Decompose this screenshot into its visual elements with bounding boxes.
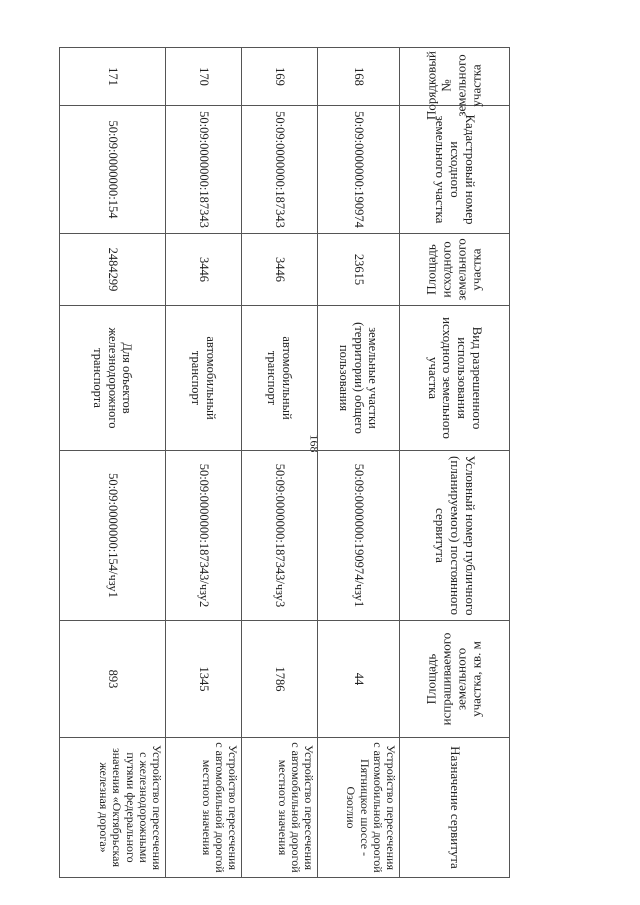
cell-permitted-use: автомобильный транспорт <box>166 306 242 451</box>
cell-row-no: 171 <box>60 48 166 106</box>
header-permitted-use: Вид разрешенного использования исходного земельного участка <box>400 306 510 451</box>
cell-area-source: 2484299 <box>60 234 166 306</box>
table-header-row <box>400 48 510 878</box>
header-area-encumbered: Площадь испрашиваемого земельного участка, кв. м <box>400 621 510 738</box>
cell-area-encumbered: 1786 <box>242 621 318 738</box>
cell-permitted-use: земельные участки (территории) общего пользования <box>318 306 400 451</box>
cell-area-source: 23615 <box>318 234 400 306</box>
header-cadastral: Кадастровый номер исходного земельного участка <box>400 106 510 234</box>
cell-purpose: Устройство пересечения с автомобильной дорогой местного значения <box>242 738 318 878</box>
header-purpose: Назначение сервитута <box>400 738 510 878</box>
cell-conditional-no: 50:09:0000000:154/чзу1 <box>60 451 166 621</box>
cell-area-source: 3446 <box>166 234 242 306</box>
cell-area-source: 3446 <box>242 234 318 306</box>
cell-area-encumbered: 893 <box>60 621 166 738</box>
cell-cadastral: 50:09:0000000:187343 <box>242 106 318 234</box>
table-row <box>318 48 400 878</box>
header-conditional-no: Условный номер публичного (планируемого) постоянного сервитута <box>400 451 510 621</box>
cell-area-encumbered: 1345 <box>166 621 242 738</box>
cell-area-encumbered: 44 <box>318 621 400 738</box>
cell-purpose: Устройство пересечения с железнодорожными путями федерального значения «Октябрьская железная дорога» <box>60 738 166 878</box>
servitude-table-rotated <box>60 47 510 877</box>
cell-row-no: 170 <box>166 48 242 106</box>
cell-permitted-use: Для объектов железнодорожного транспорта <box>60 306 166 451</box>
page-number: 168 <box>307 434 322 453</box>
cell-cadastral: 50:09:0000000:190974 <box>318 106 400 234</box>
cell-cadastral: 50:09:0000000:187343 <box>166 106 242 234</box>
header-area-source: Площадь исходного земельного участка <box>400 234 510 306</box>
table-row <box>60 48 166 878</box>
cell-purpose: Устройство пересечения с автомобильной дорогой Пятницкое шоссе - Озоглио <box>318 738 400 878</box>
cell-cadastral: 50:09:0000000:154 <box>60 106 166 234</box>
cell-purpose: Устройство пересечения с автомобильной дорогой местного значения <box>166 738 242 878</box>
cell-row-no: 168 <box>318 48 400 106</box>
servitude-table <box>59 47 510 878</box>
cell-conditional-no: 50:09:0000000:187343/чзу3 <box>242 451 318 621</box>
table-row <box>242 48 318 878</box>
cell-conditional-no: 50:09:0000000:187343/чзу2 <box>166 451 242 621</box>
cell-conditional-no: 50:09:0000000:190974/чзу1 <box>318 451 400 621</box>
header-row-no: Порядковый № земельного участка <box>400 48 510 106</box>
table-row <box>166 48 242 878</box>
cell-permitted-use: автомобильный транспорт <box>242 306 318 451</box>
cell-row-no: 169 <box>242 48 318 106</box>
